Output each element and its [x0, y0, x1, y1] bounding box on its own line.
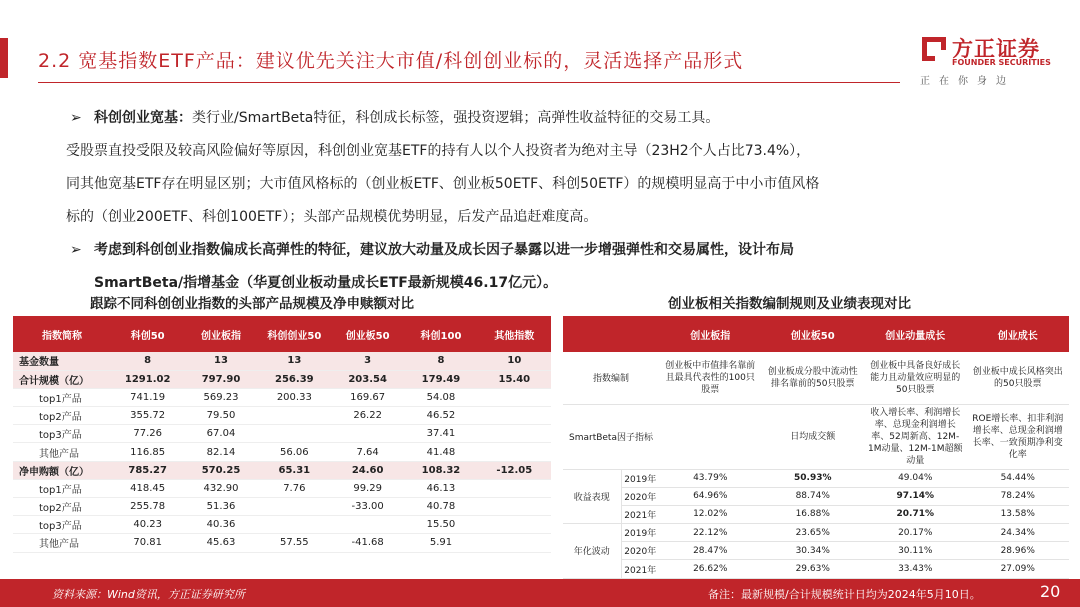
table1-cell: 41.48	[404, 443, 477, 461]
table1-cell: 13	[184, 352, 257, 370]
table2-group-label: 年化波动	[563, 524, 621, 579]
table1-cell: 7.64	[331, 443, 404, 461]
footer-note: 备注：最新规模/合计规模统计日均为2024年5月10日。	[708, 588, 981, 601]
page-number: 20	[1040, 582, 1061, 601]
table1-cell: 65.31	[258, 461, 331, 479]
table1-cell: 8	[404, 352, 477, 370]
table1-header-cell: 其他指数	[478, 316, 551, 352]
title-accent-bar	[0, 38, 8, 78]
table1-cell: 46.52	[404, 407, 477, 425]
table1-cell: 10	[478, 352, 551, 370]
table1-cell: 200.33	[258, 388, 331, 406]
table2-header-row	[563, 316, 1069, 352]
table2-perf-row	[563, 542, 1069, 560]
table1-cell	[478, 498, 551, 516]
table2-value-cell: 50.93%	[762, 469, 865, 487]
founder-logo-icon	[922, 37, 946, 61]
table2-factor-row	[563, 404, 1069, 469]
table2-value-cell: 49.04%	[864, 469, 967, 487]
logo-chinese-name: 方正证券	[952, 37, 1040, 61]
table2-value-cell: 27.09%	[967, 560, 1070, 578]
index-comparison-table	[563, 316, 1069, 579]
table1-cell: 7.76	[258, 479, 331, 497]
table1-cell: 99.29	[331, 479, 404, 497]
table2-value-cell: 13.58%	[967, 505, 1070, 523]
table2-value-cell: 22.12%	[659, 524, 762, 542]
table1-cell: 51.36	[184, 498, 257, 516]
table1-cell	[478, 479, 551, 497]
table1-cell: 203.54	[331, 370, 404, 388]
table2-perf-row	[563, 560, 1069, 578]
table1-cell: top2产品	[13, 498, 111, 516]
table2-value-cell: 88.74%	[762, 487, 865, 505]
table2-rule-cell: 创业板中具备良好成长能力且动量效应明显的50只股票	[864, 352, 967, 404]
table1-cell: 432.90	[184, 479, 257, 497]
para-line-3: 标的（创业200ETF、科创100ETF）；头部产品规模优势明显，后发产品追赶难度高。	[66, 209, 598, 225]
table1-row	[13, 443, 551, 461]
table2-value-cell: 30.11%	[864, 542, 967, 560]
table2-value-cell: 16.88%	[762, 505, 865, 523]
table1-cell: 15.40	[478, 370, 551, 388]
table2-value-cell: 30.34%	[762, 542, 865, 560]
table1-cell	[258, 407, 331, 425]
table1-cell: -33.00	[331, 498, 404, 516]
table1-row	[13, 479, 551, 497]
table2-factor-cell	[659, 404, 762, 469]
logo-english-name: FOUNDER SECURITIES	[952, 58, 1051, 67]
table2-factor-cell: 日均成交额	[762, 404, 865, 469]
table1-cell	[478, 534, 551, 552]
table1-cell: 355.72	[111, 407, 184, 425]
table1-cell: 26.22	[331, 407, 404, 425]
table1-cell: 40.78	[404, 498, 477, 516]
table2-value-cell: 23.65%	[762, 524, 865, 542]
table1-cell	[331, 425, 404, 443]
table1-cell: 15.50	[404, 516, 477, 534]
table2-value-cell: 43.79%	[659, 469, 762, 487]
table1-cell: 54.08	[404, 388, 477, 406]
table1-cell: top1产品	[13, 479, 111, 497]
table1-cell	[478, 516, 551, 534]
table1-row	[13, 425, 551, 443]
table1-cell: 8	[111, 352, 184, 370]
table1-cell	[478, 388, 551, 406]
table2-rule-cell: 创业板中市值排名靠前且最具代表性的100只股票	[659, 352, 762, 404]
table1-cell	[331, 516, 404, 534]
table2-rule-row	[563, 352, 1069, 404]
table1-cell: 116.85	[111, 443, 184, 461]
table2-header-cell: 创业板50	[762, 316, 865, 352]
arrow-bullet-icon: ➢	[70, 242, 82, 258]
table1-cell: -12.05	[478, 461, 551, 479]
table1-header-cell: 科创100	[404, 316, 477, 352]
table1-cell: 40.23	[111, 516, 184, 534]
table2-value-cell: 54.44%	[967, 469, 1070, 487]
table1-row	[13, 388, 551, 406]
table2-rule-label: 指数编制	[563, 352, 659, 404]
table1-cell: 56.06	[258, 443, 331, 461]
table2-perf-row	[563, 487, 1069, 505]
table1-cell: 13	[258, 352, 331, 370]
table1-cell: 45.63	[184, 534, 257, 552]
logo-slogan: 正在你身边	[920, 76, 1015, 87]
title-divider	[38, 82, 900, 83]
table1-row	[13, 534, 551, 552]
table2-rule-cell: 创业板中成长风格突出的50只股票	[967, 352, 1070, 404]
table1-header-cell: 科创50	[111, 316, 184, 352]
table1-cell: 3	[331, 352, 404, 370]
bullet-1	[70, 102, 1030, 135]
table2-value-cell: 78.24%	[967, 487, 1070, 505]
table2-value-cell: 24.34%	[967, 524, 1070, 542]
table1-cell: 40.36	[184, 516, 257, 534]
table1-cell: top3产品	[13, 425, 111, 443]
table1-cell: 其他产品	[13, 443, 111, 461]
table1-row	[13, 516, 551, 534]
table1-cell: 其他产品	[13, 534, 111, 552]
bullet-1-head: 科创创业宽基：	[94, 110, 192, 126]
bullet-2-line-1	[70, 234, 1030, 267]
table1-cell: 79.50	[184, 407, 257, 425]
table1-header-cell: 创业板指	[184, 316, 257, 352]
table1-cell: top3产品	[13, 516, 111, 534]
table1-cell: 37.41	[404, 425, 477, 443]
table2-year-cell: 2019年	[621, 524, 659, 542]
para-line-2: 同其他宽基ETF存在明显区别；大市值风格标的（创业板ETF、创业板50ETF、科创50ETF）的规模明显高于中小市值风格	[66, 176, 820, 192]
bullet-2-line-2: SmartBeta/指增基金（华夏创业板动量成长ETF最新规模46.17亿元）。	[94, 275, 558, 291]
table2-value-cell: 12.02%	[659, 505, 762, 523]
table1-cell	[258, 516, 331, 534]
table2-year-cell: 2020年	[621, 487, 659, 505]
table1-cell: 169.67	[331, 388, 404, 406]
table1-cell: 24.60	[331, 461, 404, 479]
table2-value-cell: 28.47%	[659, 542, 762, 560]
table1-cell: 合计规模（亿）	[13, 370, 111, 388]
table2-value-cell: 20.17%	[864, 524, 967, 542]
table2-value-cell: 33.43%	[864, 560, 967, 578]
table2-perf-row	[563, 505, 1069, 523]
table2-rule-cell: 创业板成分股中流动性排名靠前的50只股票	[762, 352, 865, 404]
table2-value-cell: 28.96%	[967, 542, 1070, 560]
table2-value-cell: 29.63%	[762, 560, 865, 578]
table1-cell	[478, 443, 551, 461]
table2-factor-cell: ROE增长率、扣非利润增长率、总现金利润增长率、一致预期净利变化率	[967, 404, 1070, 469]
table1-cell: 569.23	[184, 388, 257, 406]
table1-header-cell: 指数简称	[13, 316, 111, 352]
table1-row	[13, 498, 551, 516]
table1-cell: 5.91	[404, 534, 477, 552]
table2-factor-cell: 收入增长率、利润增长率、总现金利润增长率、52周新高、12M-1M动量、12M-1M超额动量	[864, 404, 967, 469]
table2-title: 创业板相关指数编制规则及业绩表现对比	[668, 296, 911, 312]
table1-cell	[478, 407, 551, 425]
bullet-2-text: 考虑到科创创业指数偏成长高弹性的特征，建议放大动量及成长因子暴露以进一步增强弹性和交易属性，设计布局	[94, 242, 794, 258]
table1-cell: 418.45	[111, 479, 184, 497]
bullet-1-text: 类行业/SmartBeta特征，科创成长标签，强投资逻辑；高弹性收益特征的交易工具。	[192, 110, 720, 126]
table2-perf-row	[563, 469, 1069, 487]
table1-cell	[258, 425, 331, 443]
table1-row	[13, 370, 551, 388]
fund-size-table	[13, 316, 551, 553]
table1-header-row	[13, 316, 551, 352]
para-line-1: 受股票直投受限及较高风险偏好等原因，科创创业宽基ETF的持有人以个人投资者为绝对主导（23H2个人占比73.4%），	[66, 143, 811, 159]
table1-cell: 1291.02	[111, 370, 184, 388]
table1-cell: 785.27	[111, 461, 184, 479]
table2-year-cell: 2019年	[621, 469, 659, 487]
table2-perf-row	[563, 524, 1069, 542]
table1-row	[13, 461, 551, 479]
table2-header-cell: 创业动量成长	[864, 316, 967, 352]
table2-value-cell: 97.14%	[864, 487, 967, 505]
table2-year-cell: 2021年	[621, 560, 659, 578]
table1-cell	[478, 425, 551, 443]
table2-group-label: 收益表现	[563, 469, 621, 524]
footer-source: 资料来源：Wind资讯，方正证券研究所	[52, 588, 245, 601]
body-text	[66, 102, 1030, 300]
page-title: 2.2 宽基指数ETF产品：建议优先关注大市值/科创创业标的，灵活选择产品形式	[38, 50, 744, 72]
table1-cell	[258, 498, 331, 516]
table2-header-cell	[563, 316, 659, 352]
table2-value-cell: 64.96%	[659, 487, 762, 505]
table1-cell: 570.25	[184, 461, 257, 479]
table2-factor-label: SmartBeta因子指标	[563, 404, 659, 469]
table1-cell: 67.04	[184, 425, 257, 443]
table1-cell: 256.39	[258, 370, 331, 388]
table1-cell: 77.26	[111, 425, 184, 443]
table1-cell: 741.19	[111, 388, 184, 406]
table2-value-cell: 26.62%	[659, 560, 762, 578]
table1-row	[13, 407, 551, 425]
table1-cell: 净申购额（亿）	[13, 461, 111, 479]
table1-cell: 70.81	[111, 534, 184, 552]
table1-cell: 179.49	[404, 370, 477, 388]
table1-header-cell: 创业板50	[331, 316, 404, 352]
table1-cell: top2产品	[13, 407, 111, 425]
table1-cell: 57.55	[258, 534, 331, 552]
table1-header-cell: 科创创业50	[258, 316, 331, 352]
table1-cell: top1产品	[13, 388, 111, 406]
table1-cell: 797.90	[184, 370, 257, 388]
table1-cell: 108.32	[404, 461, 477, 479]
table2-header-cell: 创业板指	[659, 316, 762, 352]
table2-year-cell: 2020年	[621, 542, 659, 560]
table2-value-cell: 20.71%	[864, 505, 967, 523]
table1-cell: -41.68	[331, 534, 404, 552]
table1-cell: 255.78	[111, 498, 184, 516]
table2-header-cell: 创业成长	[967, 316, 1070, 352]
arrow-bullet-icon: ➢	[70, 110, 82, 126]
table1-cell: 46.13	[404, 479, 477, 497]
table1-row	[13, 352, 551, 370]
table1-title: 跟踪不同科创创业指数的头部产品规模及净申赎额对比	[90, 296, 414, 312]
table1-cell: 基金数量	[13, 352, 111, 370]
table1-cell: 82.14	[184, 443, 257, 461]
table2-year-cell: 2021年	[621, 505, 659, 523]
